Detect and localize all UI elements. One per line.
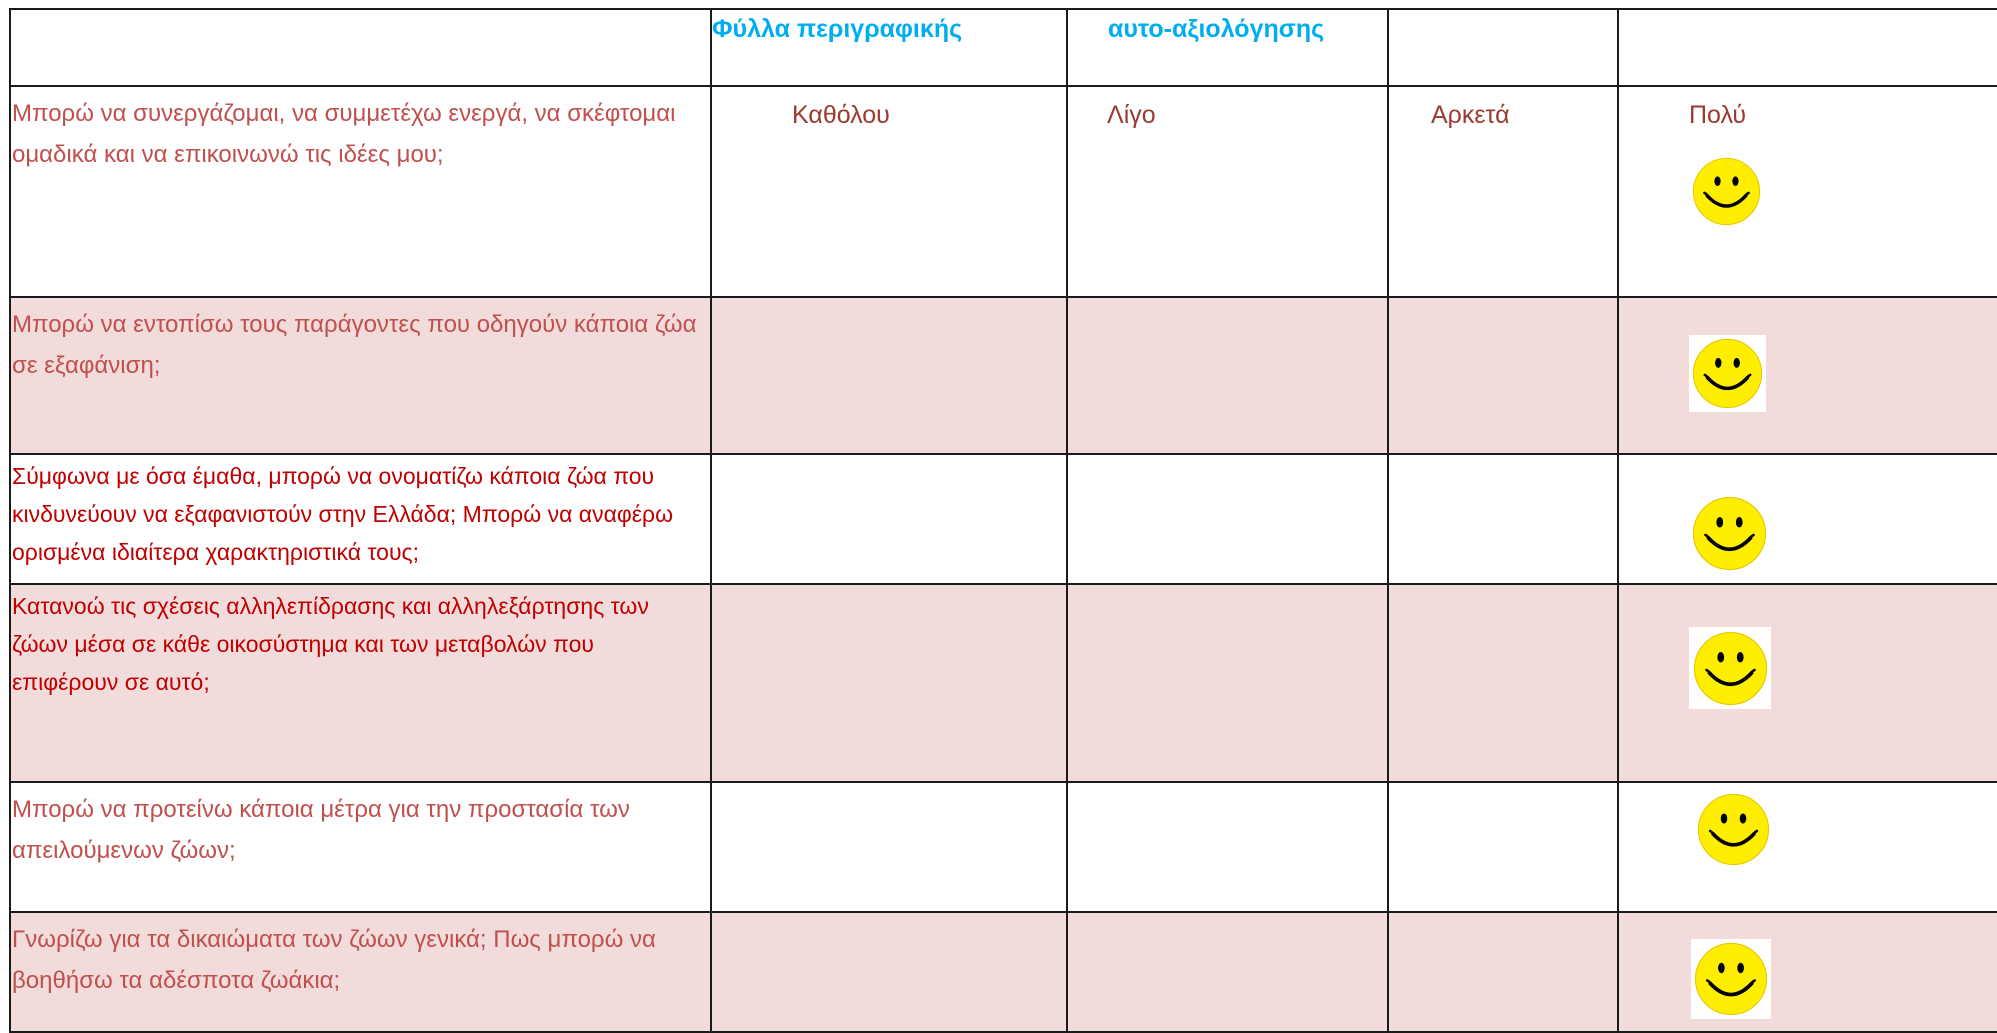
- rating-cell-much[interactable]: [1618, 86, 1997, 297]
- question-text: Γνωρίζω για τα δικαιώματα των ζώων γενικά; Πως μπορώ να βοηθήσω τα αδέσποτα ζωάκια;: [12, 926, 656, 994]
- question-text: Μπορώ να προτείνω κάποια μέτρα για την προστασία των απειλούμενων ζώων;: [12, 796, 630, 864]
- rating-cell-little[interactable]: [1067, 912, 1388, 1032]
- rating-cell-none[interactable]: [711, 782, 1067, 912]
- rating-label-much: Πολύ: [1689, 101, 1747, 129]
- rating-cell-enough[interactable]: [1388, 912, 1618, 1032]
- self-assessment-table: [9, 8, 1997, 1033]
- rating-cell-much[interactable]: [1618, 454, 1997, 584]
- rating-cell-none[interactable]: [711, 86, 1067, 297]
- rating-cell-enough[interactable]: [1388, 584, 1618, 782]
- question-cell: [10, 912, 711, 1032]
- question-row: [10, 782, 1997, 912]
- rating-cell-none[interactable]: [711, 454, 1067, 584]
- question-text: Μπορώ να εντοπίσω τους παράγοντες που οδηγούν κάποια ζώα σε εξαφάνιση;: [12, 311, 697, 379]
- rating-cell-none[interactable]: [711, 912, 1067, 1032]
- smiley-face-icon: [1689, 627, 1771, 709]
- header-row: [10, 9, 1997, 86]
- question-text: Μπορώ να συνεργάζομαι, να συμμετέχω ενεργά, να σκέφτομαι ομαδικά και να επικοινωνώ τις ιδέες μου;: [12, 100, 676, 168]
- rating-label-enough: Αρκετά: [1431, 101, 1510, 129]
- question-row: [10, 454, 1997, 584]
- rating-cell-none[interactable]: [711, 297, 1067, 454]
- smiley-face-icon: [1694, 790, 1773, 869]
- rating-cell-little[interactable]: [1067, 297, 1388, 454]
- question-row: [10, 584, 1997, 782]
- rating-cell-much[interactable]: [1618, 584, 1997, 782]
- rating-cell-little[interactable]: [1067, 86, 1388, 297]
- title-part-1: Φύλλα περιγραφικής: [712, 15, 963, 43]
- question-text: Κατανοώ τις σχέσεις αλληλεπίδρασης και αλληλεξάρτησης των ζώων μέσα σε κάθε οικοσύστημα και των μεταβολών που επιφέρουν σε αυτό;: [12, 593, 649, 695]
- rating-cell-enough[interactable]: [1388, 782, 1618, 912]
- rating-cell-much[interactable]: [1618, 912, 1997, 1032]
- question-row: [10, 297, 1997, 454]
- question-cell: [10, 584, 711, 782]
- question-cell: [10, 86, 711, 297]
- rating-cell-much[interactable]: [1618, 297, 1997, 454]
- smiley-face-icon: [1689, 154, 1764, 229]
- rating-cell-none[interactable]: [711, 584, 1067, 782]
- header-title-cell-2: [1067, 9, 1388, 86]
- rating-cell-little[interactable]: [1067, 454, 1388, 584]
- rating-cell-much[interactable]: [1618, 782, 1997, 912]
- header-empty-cell: [1388, 9, 1618, 86]
- title-part-2: αυτο-αξιολόγησης: [1108, 15, 1325, 43]
- smiley-face-icon: [1689, 335, 1766, 412]
- question-row: [10, 86, 1997, 297]
- question-cell: [10, 297, 711, 454]
- rating-cell-enough[interactable]: [1388, 454, 1618, 584]
- rating-cell-enough[interactable]: [1388, 297, 1618, 454]
- header-empty-cell: [1618, 9, 1997, 86]
- smiley-face-icon: [1691, 939, 1771, 1019]
- rating-label-none: Καθόλου: [792, 101, 890, 129]
- question-row: [10, 912, 1997, 1032]
- rating-cell-little[interactable]: [1067, 782, 1388, 912]
- rating-cell-enough[interactable]: [1388, 86, 1618, 297]
- header-empty-cell: [10, 9, 711, 86]
- rating-cell-little[interactable]: [1067, 584, 1388, 782]
- question-cell: [10, 454, 711, 584]
- smiley-face-icon: [1689, 493, 1770, 574]
- rating-label-little: Λίγο: [1107, 101, 1156, 129]
- question-text: Σύμφωνα με όσα έμαθα, μπορώ να ονοματίζω κάποια ζώα που κινδυνεύουν να εξαφανιστούν στην Ελλάδα; Μπορώ να αναφέρω ορισμένα ιδιαίτερα χαρακτηριστικά τους;: [12, 463, 674, 565]
- question-cell: [10, 782, 711, 912]
- header-title-cell: [711, 9, 1067, 86]
